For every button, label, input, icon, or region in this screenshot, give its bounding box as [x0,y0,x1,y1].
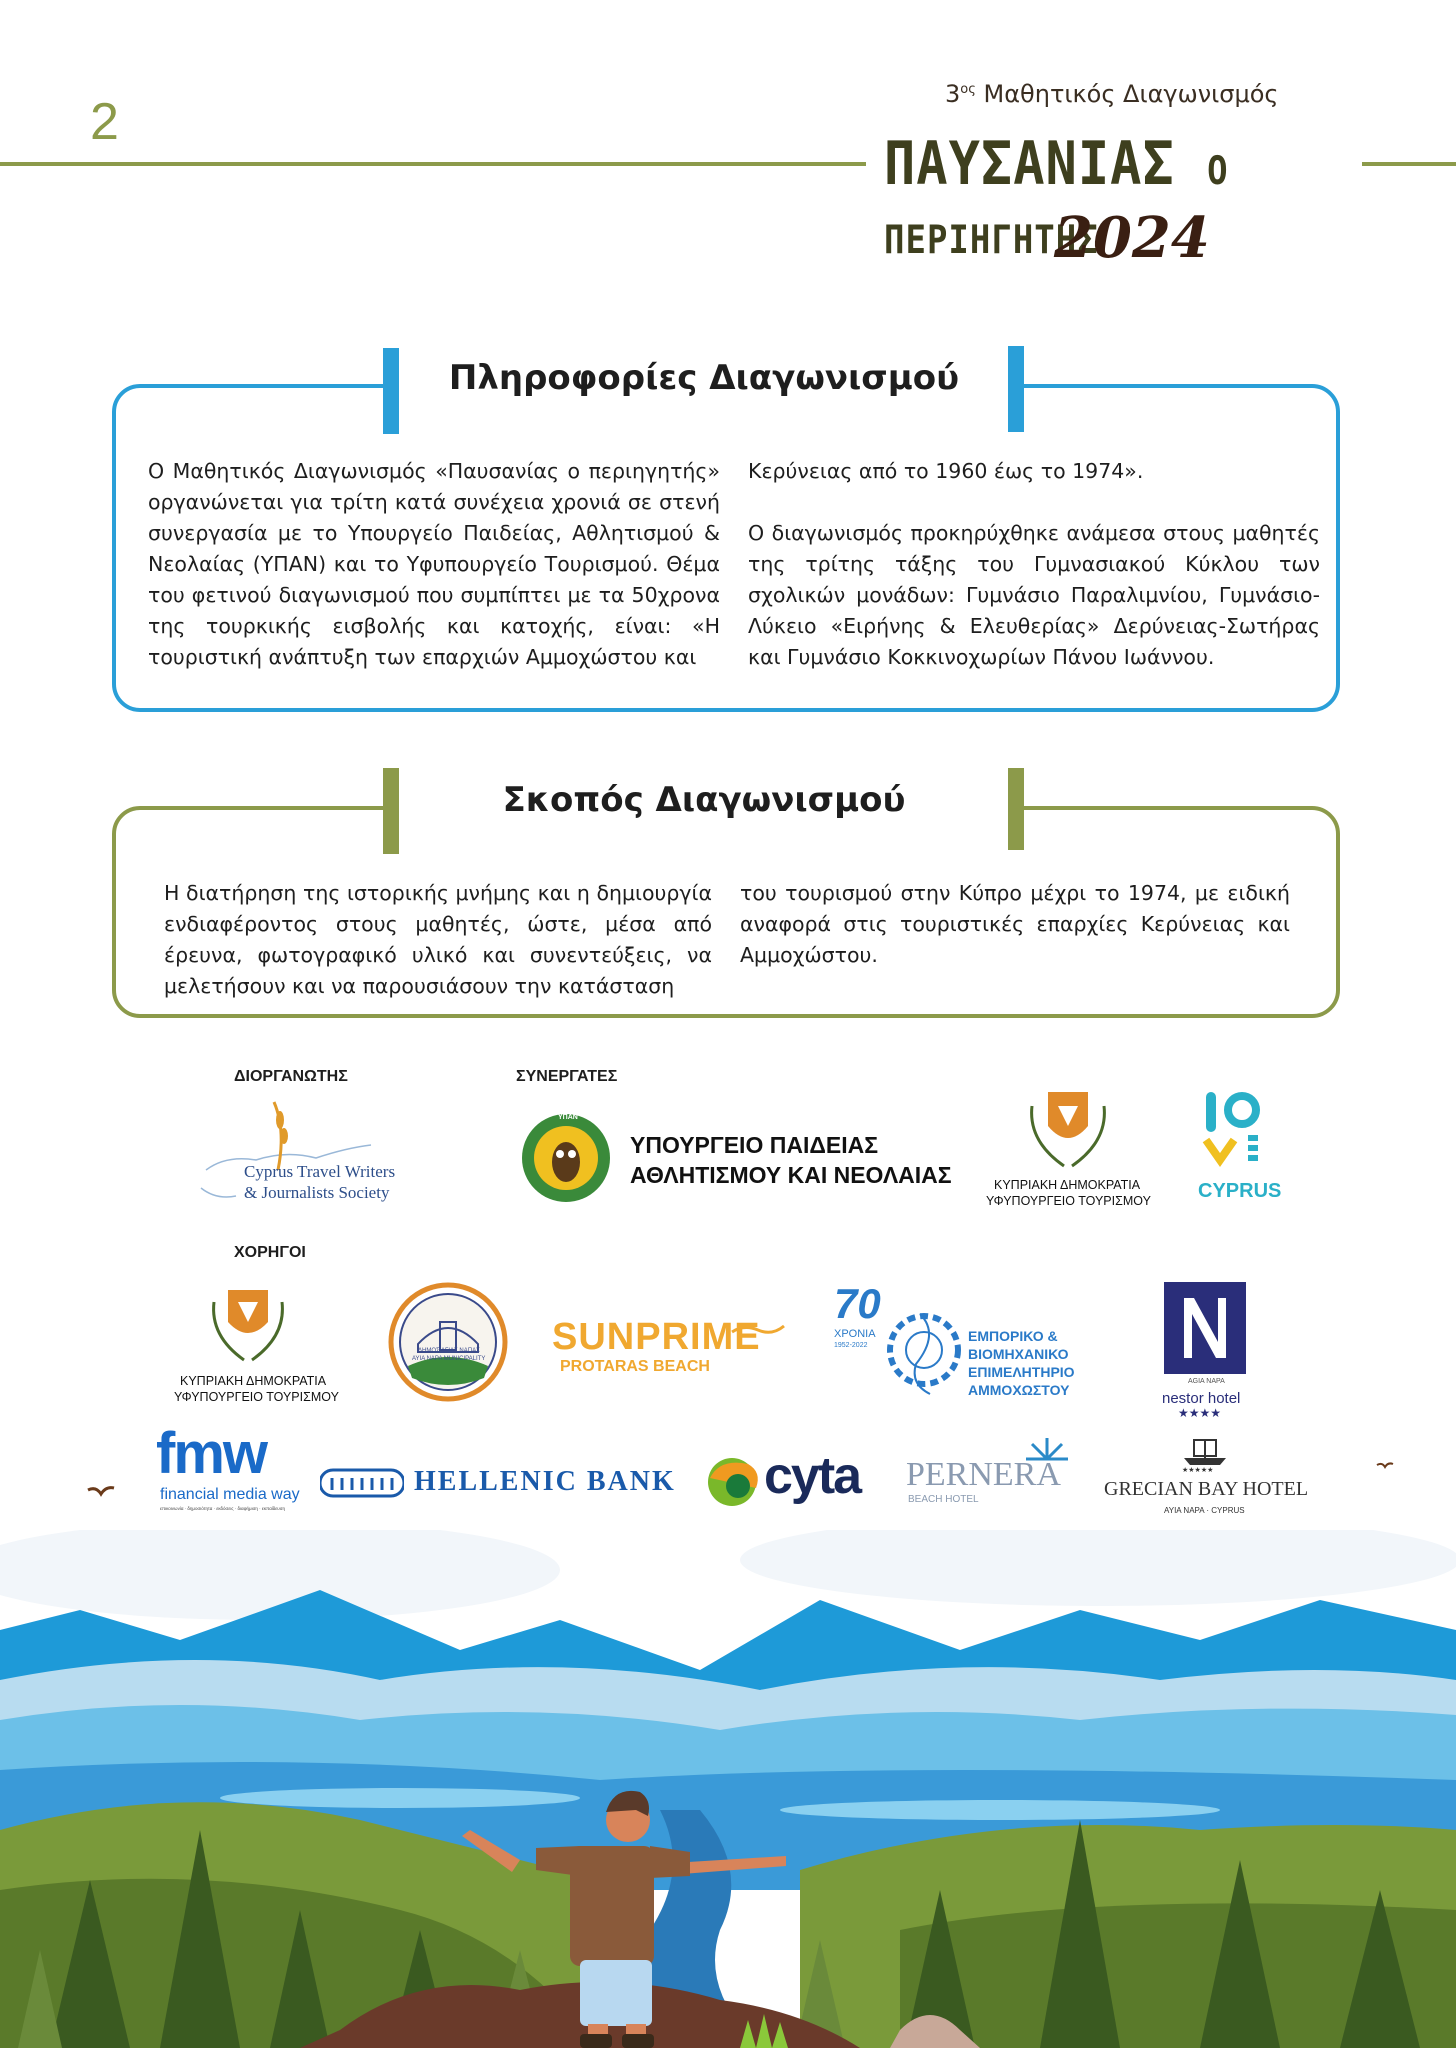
info-right-column [748,456,1320,673]
pernera-sub: BEACH HOTEL [908,1494,979,1505]
ministry-emblem [520,1112,612,1204]
competition-label: Μαθητικός Διαγωνισμός [983,80,1279,108]
info-left-text: Ο Μαθητικός Διαγωνισμός «Παυσανίας ο περιηγητής» οργανώνεται για τρίτη κατά συνέχεια χρονιά σε στενή συνεργασία με το Υπουργείο Παιδείας, Αθλητισμού & Νεολαίας (ΥΠΑΝ) και το Υφυπουργείο Τουρισμού. Θέμα του φετινού διαγωνισμού που συμπίπτει με τα 50χρονα της τουρκικής εισβολής και κατοχής, είναι: «Η τουριστική ανάπτυξη των επαρχιών Αμμοχώστου και [148,459,720,669]
landscape-illustration [0,1530,1456,2048]
ministry-line2: ΑΘΛΗΤΙΣΜΟΥ ΚΑΙ ΝΕΟΛΑΙΑΣ [630,1162,952,1188]
competition-year: 2024 [1054,205,1210,271]
chamber-line2: ΒΙΟΜΗΧΑΝΙΚΟ [968,1346,1069,1362]
bird-icon [86,1484,116,1500]
chamber-gear-icon [880,1294,970,1404]
chamber-line3: ΕΠΙΜΕΛΗΤΗΡΙΟ [968,1364,1075,1380]
grecian-sub: AYIA NAPA · CYPRUS [1164,1506,1245,1515]
nestor-small: AGIA NAPA [1188,1378,1225,1385]
purpose-right-text: του τουρισμού στην Κύπρο μέχρι το 1974, με ειδική αναφορά στις τουριστικές επαρχίες Κερύνειας και Αμμοχώστου. [740,881,1290,967]
chamber-dates: 1952-2022 [834,1342,868,1349]
tourism-line2: ΥΦΥΠΟΥΡΓΕΙΟ ΤΟΥΡΙΣΜΟΥ [986,1194,1151,1208]
ayia-napa-line1: ΔΗΜΟΣ ΑΓΙΑΣ ΝΑΠΑΣ [418,1348,480,1354]
nestor-name: nestor hotel [1162,1390,1241,1407]
info-left-column [148,456,720,673]
info-box-title: Πληροφορίες Διαγωνισμού [448,358,960,398]
nestor-hotel-logo [1164,1282,1246,1374]
sunprime-logo: SUNPRIME [552,1316,761,1358]
cyta-swirl-icon [700,1454,766,1510]
chamber-line4: ΑΜΜΟΧΩΣΤΟΥ [968,1382,1070,1398]
ministry-emblem-text: ΥΠΑΝ [558,1114,578,1121]
purpose-right-column [740,878,1290,971]
pernera-text: PERNERA [906,1456,1061,1493]
edition-number: 3 [945,80,961,108]
ctwjs-line1: Cyprus Travel Writers [244,1162,396,1181]
info-tab-right [1008,346,1024,432]
love-cyprus-text: CYPRUS [1198,1180,1282,1202]
bird-icon-right [1376,1456,1394,1466]
fmw-logo: fmw [156,1421,266,1486]
edition-sup: ος [960,82,976,97]
purpose-tab-right [1008,768,1024,850]
sponsor-tourism-line2: ΥΦΥΠΟΥΡΓΕΙΟ ΤΟΥΡΙΣΜΟΥ [174,1390,339,1404]
ctwjs-line2: & Journalists Society [244,1183,390,1202]
title-main: ΠΑΥΣΑΝΙΑΣ [884,130,1175,199]
fmw-sub: financial media way [160,1486,300,1503]
grecian-stars: ★★★★★ [1182,1467,1214,1474]
header-rule-left [0,162,866,166]
purpose-tab-left [383,768,399,854]
chamber-years: ΧΡΟΝΙΑ [834,1328,876,1340]
ayia-napa-municipality-logo [388,1282,508,1402]
pernera-sun-icon [1024,1436,1070,1482]
cyprus-emblem-sponsor-icon [206,1284,290,1364]
cyprus-emblem-icon [1024,1086,1112,1170]
organizer-label: ΔΙΟΡΓΑΝΩΤΗΣ [234,1068,348,1085]
title-sub: Ο ΠΕΡΙΗΓΗΤΗΣ [884,148,1229,264]
ministry-line1: ΥΠΟΥΡΓΕΙΟ ΠΑΙΔΕΙΑΣ [630,1132,879,1158]
info-right-text-1: Κερύνειας από το 1960 έως το 1974». [748,459,1144,483]
nestor-stars: ★★★★ [1178,1406,1222,1420]
tourism-line1: ΚΥΠΡΙΑΚΗ ΔΗΜΟΚΡΑΤΙΑ [994,1178,1141,1192]
purpose-left-column [164,878,712,1002]
sponsors-label: ΧΟΡΗΓΟΙ [234,1244,306,1261]
love-cyprus-logo [1198,1088,1268,1188]
chamber-line1: ΕΜΠΟΡΙΚΟ & [968,1328,1058,1344]
grecian-text: GRECIAN BAY HOTEL [1104,1478,1309,1500]
purpose-box-title: Σκοπός Διαγωνισμού [502,780,906,820]
info-right-text-2: Ο διαγωνισμός προκηρύχθηκε ανάμεσα στους μαθητές της τρίτης τάξης του Γυμνασιακού Κύκλου των σχολικών μονάδων: Γυμνάσιο Παραλιμνίου, Γυμνάσιο-Λύκειο «Ειρήνης & Ελευθερίας» Δερύνειας-Σωτήρας και Γυμνάσιο Κοκκινοχωρίων Πάνου Ιωάννου. [748,521,1320,669]
hellenic-bank-icon [320,1468,404,1498]
sponsor-tourism-line1: ΚΥΠΡΙΑΚΗ ΔΗΜΟΚΡΑΤΙΑ [180,1374,327,1388]
cyta-text: cyta [764,1447,861,1505]
fmw-tiny: επικοινωνία · δημοσιότητα · εκδόσεις · διαφήμιση · εκπαίδευση [160,1506,286,1511]
page-number: 2 [90,93,119,151]
partners-label: ΣΥΝΕΡΓΑΤΕΣ [516,1068,618,1085]
purpose-left-text: Η διατήρηση της ιστορικής μνήμης και η δημιουργία ενδιαφέροντος στους μαθητές, ώστε, μέσα από έρευνα, φωτογραφικό υλικό και συνεντεύξεις, να μελετήσουν και να παρουσιάσουν την κατάσταση [164,881,712,998]
ayia-napa-line2: AYIA NAPA MUNICIPALITY [412,1356,486,1362]
grecian-ship-icon [1180,1438,1230,1466]
sunprime-wave-icon [730,1322,786,1338]
edition-label [945,80,1279,108]
info-tab-left [383,348,399,434]
chamber-70: 70 [834,1280,881,1327]
sunprime-sub: PROTARAS BEACH [560,1358,710,1375]
hellenic-bank-text: HELLENIC BANK [414,1466,676,1497]
